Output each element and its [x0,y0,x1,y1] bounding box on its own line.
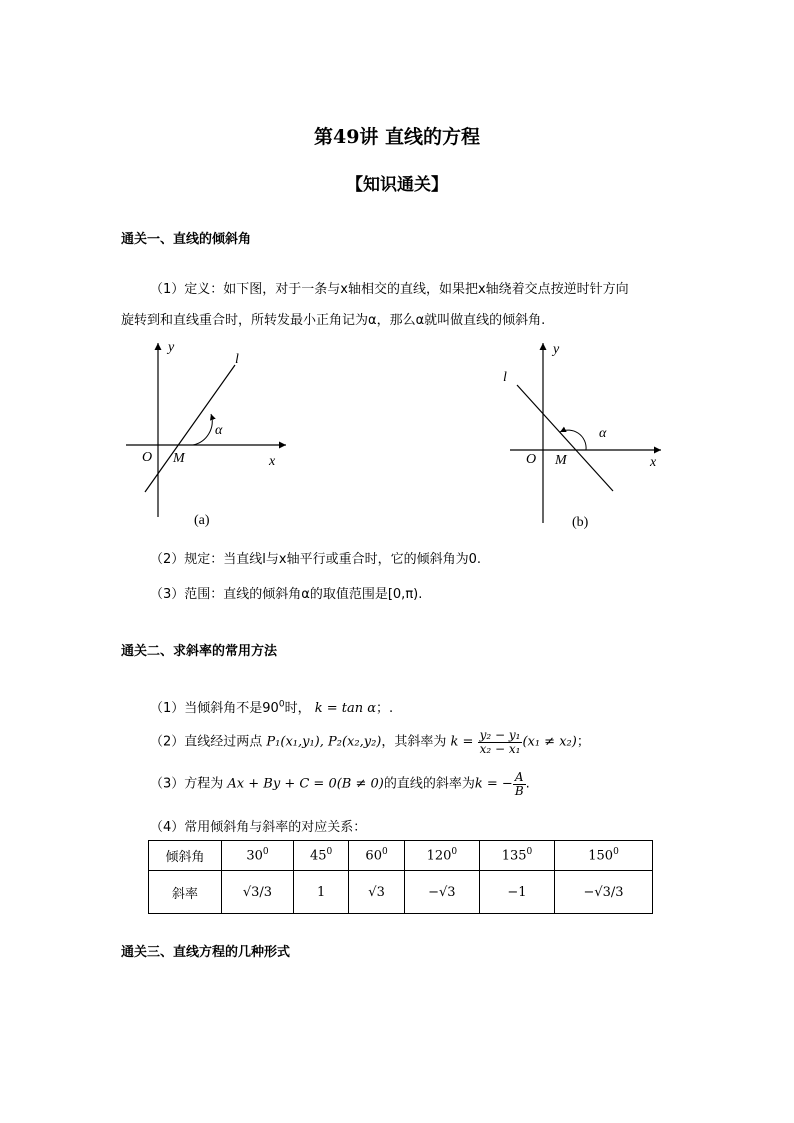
label-origin: O [142,450,153,465]
label-y: y [168,340,175,355]
label-l: l [235,352,239,367]
ab-fraction: $\frac{A}{B}$ [514,770,524,798]
s1-definition-line2: 旋转到和直线重合时，所转发最小正角记为α，那么α就叫做直线的倾斜角. [121,313,546,328]
table-cell: −1 [479,871,554,914]
label-M: M [173,451,185,466]
s2-item3: （3）方程为 Ax + By + C = 0(B ≠ 0)的直线的斜率为k = − $\frac{A}{B}$ . [150,770,530,798]
table-cell: $45^0$ [293,841,348,871]
s1-definition-line1: （1）定义：如下图，对于一条与x轴相交的直线，如果把x轴绕着交点按逆时针方向 [150,282,629,297]
table-cell: $150^0$ [555,841,653,871]
table-cell: $135^0$ [479,841,554,871]
s1-range: （3）范围：直线的倾斜角α的取值范围是[0,π). [150,587,423,602]
caption-b: (b) [572,515,589,530]
label-alpha: α [215,423,223,438]
section3-heading: 通关三、直线方程的几种形式 [121,945,291,960]
section1-heading: 通关一、直线的倾斜角 [121,232,252,247]
table-cell: −√3/3 [555,871,653,914]
label-M: M [555,453,567,468]
page-title: 第49讲 直线的方程 [313,126,481,148]
table-cell: √3 [349,871,404,914]
label-l: l [503,370,507,385]
table-cell: 倾斜角 [149,841,222,871]
table-cell: $30^0$ [222,841,294,871]
s2-item2: （2）直线经过两点 P₁(x₁,y₁), P₂(x₂,y₂)，其斜率为 k = $\frac{\text{y₂ − y₁}}{\text{x₂ − x₁}}$ (x₁ ≠ x₂)； [150,728,590,756]
label-origin: O [526,452,537,467]
section2-heading: 通关二、求斜率的常用方法 [121,644,278,659]
table-cell: 1 [293,871,348,914]
label-x: x [650,455,657,470]
table-cell: 斜率 [149,871,222,914]
label-x: x [269,454,276,469]
caption-a: (a) [194,513,210,528]
table-cell: √3/3 [222,871,294,914]
page-subtitle: 【知识通关】 [346,175,448,195]
angle-slope-table [148,840,653,914]
s2-item4: （4）常用倾斜角与斜率的对应关系： [150,820,367,835]
table-cell: $60^0$ [349,841,404,871]
table-cell: $120^0$ [404,841,479,871]
s1-rule: （2）规定：当直线l与x轴平行或重合时，它的倾斜角为0. [150,552,481,567]
label-y: y [553,342,560,357]
slope-fraction: $\frac{\text{y₂ − y₁}}{\text{x₂ − x₁}}$ [479,728,521,756]
table-row [149,841,653,871]
label-alpha: α [599,426,607,441]
angle-arc [193,414,212,445]
table-row [149,871,653,914]
figure-a [118,335,293,530]
s2-item1: （1）当倾斜角不是$90^0$时， k = tan α；. [150,699,394,716]
table-cell: −√3 [404,871,479,914]
figure-b [498,335,673,533]
